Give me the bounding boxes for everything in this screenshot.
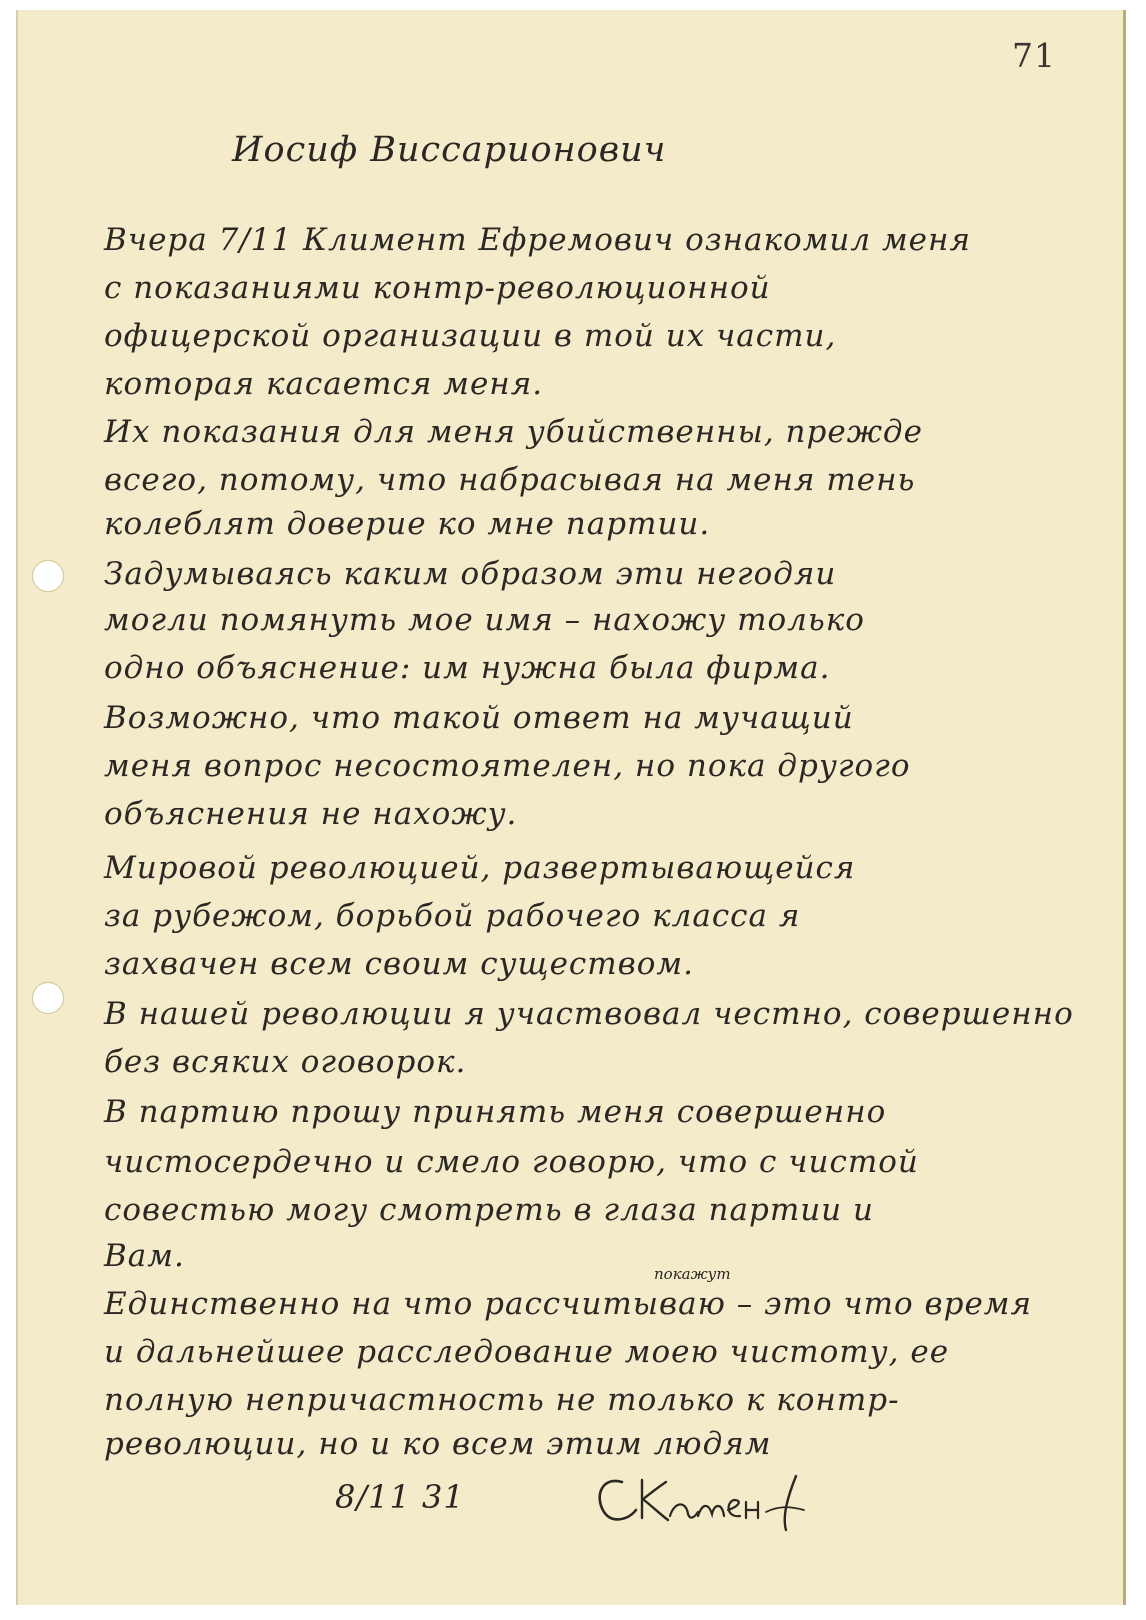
letter-line: объяснения не нахожу.: [104, 796, 518, 832]
letter-line: без всяких оговорок.: [104, 1044, 467, 1080]
letter-line: Мировой революцией, развертывающейся: [104, 850, 856, 886]
punch-hole-bottom: [32, 982, 64, 1014]
letter-line: полную непричастность не только к контр-: [104, 1382, 900, 1418]
letter-line: чистосердечно и смело говорю, что с чистой: [104, 1144, 919, 1180]
signature-image: [590, 1466, 820, 1536]
page-number: 71: [1012, 36, 1056, 75]
letter-line: с показаниями контр-революционной: [104, 270, 771, 306]
letter-line: В нашей революции я участвовал честно, совершенно: [104, 996, 1074, 1032]
letter-line: колеблят доверие ко мне партии.: [104, 506, 711, 542]
letter-date: 8/11 31: [335, 1478, 465, 1516]
punch-hole-top: [32, 560, 64, 592]
letter-line: офицерской организации в той их части,: [104, 318, 837, 354]
letter-line: которая касается меня.: [104, 366, 544, 402]
letter-line: Вчера 7/11 Климент Ефремович ознакомил меня: [104, 222, 971, 258]
letter-line: всего, потому, что набрасывая на меня тень: [104, 462, 916, 498]
insertion-above-line: покажут: [654, 1265, 731, 1283]
letter-line: меня вопрос несостоятелен, но пока другого: [104, 748, 911, 784]
letter-line: могли помянуть мое имя – нахожу только: [104, 602, 865, 638]
letter-line: и дальнейшее расследование моею чистоту, ее: [104, 1334, 950, 1370]
letter-line: захвачен всем своим существом.: [104, 946, 694, 982]
letter-line: одно объяснение: им нужна была фирма.: [104, 650, 831, 686]
letter-line: революции, но и ко всем этим людям: [104, 1426, 772, 1462]
letter-line: совестью могу смотреть в глаза партии и: [104, 1192, 874, 1228]
letter-line: Возможно, что такой ответ на мучащий: [104, 700, 854, 736]
letter-line: Единственно на что рассчитываю – это что время: [104, 1286, 1033, 1322]
letter-line: Их показания для меня убийственны, прежде: [104, 414, 923, 450]
letter-line: В партию прошу принять меня совершенно: [104, 1094, 887, 1130]
salutation: Иосиф Виссарионович: [232, 130, 667, 170]
letter-line: за рубежом, борьбой рабочего класса я: [104, 898, 801, 934]
letter-line: Задумываясь каким образом эти негодяи: [104, 556, 837, 592]
letter-line: Вам.: [104, 1238, 185, 1274]
